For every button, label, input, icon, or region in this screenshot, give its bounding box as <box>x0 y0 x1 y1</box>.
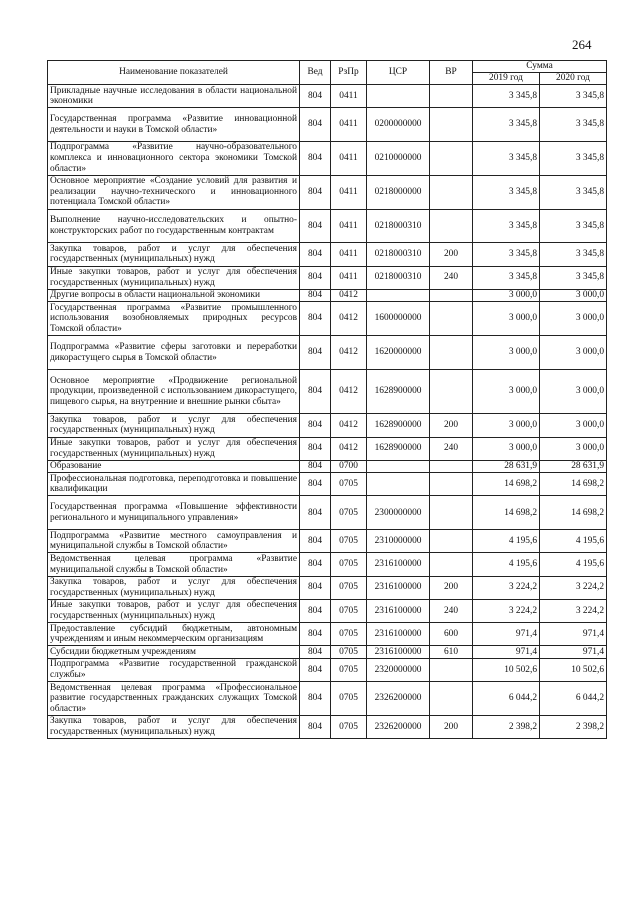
row-name: Государственная программа «Развитие промышленного использования возобновляемых природных ресурсов Томской области» <box>48 302 300 336</box>
row-rzpr: 0412 <box>331 289 367 302</box>
row-sum-2019: 3 000,0 <box>473 289 540 302</box>
table-row <box>48 460 607 473</box>
row-name: Основное мероприятие «Создание условий для развития и реализации научно-технического и инновационного потенциала Томской области» <box>48 175 300 209</box>
row-rzpr: 0412 <box>331 437 367 460</box>
row-sum-2020: 3 345,8 <box>540 243 607 266</box>
row-rzpr: 0705 <box>331 576 367 599</box>
row-rzpr: 0411 <box>331 141 367 175</box>
row-sum-2019: 14 698,2 <box>473 473 540 496</box>
row-name: Субсидии бюджетным учреждениям <box>48 646 300 659</box>
row-vr: 240 <box>430 437 473 460</box>
row-csr: 0210000000 <box>367 141 430 175</box>
row-ved: 804 <box>300 175 331 209</box>
row-name: Закупка товаров, работ и услуг для обеспечения государственных (муниципальных) нужд <box>48 414 300 437</box>
budget-table <box>47 60 607 739</box>
row-sum-2020: 4 195,6 <box>540 530 607 553</box>
row-ved: 804 <box>300 623 331 646</box>
row-name: Подпрограмма «Развитие сферы заготовки и переработки дикорастущего сырья в Томской области» <box>48 336 300 370</box>
row-vr <box>430 141 473 175</box>
table-row <box>48 209 607 243</box>
row-sum-2020: 28 631,9 <box>540 460 607 473</box>
row-sum-2019: 14 698,2 <box>473 496 540 530</box>
row-vr <box>430 460 473 473</box>
row-vr <box>430 553 473 576</box>
table-body <box>48 85 607 739</box>
table-row <box>48 658 607 681</box>
row-vr: 610 <box>430 646 473 659</box>
row-ved: 804 <box>300 209 331 243</box>
table-row <box>48 108 607 142</box>
table-row <box>48 266 607 289</box>
row-ved: 804 <box>300 460 331 473</box>
row-sum-2020: 3 000,0 <box>540 369 607 413</box>
row-sum-2019: 3 000,0 <box>473 414 540 437</box>
row-rzpr: 0705 <box>331 553 367 576</box>
row-name: Ведомственная целевая программа «Развитие муниципальной службы в Томской области» <box>48 553 300 576</box>
row-sum-2020: 3 345,8 <box>540 108 607 142</box>
row-name: Закупка товаров, работ и услуг для обеспечения государственных (муниципальных) нужд <box>48 715 300 738</box>
row-sum-2020: 3 000,0 <box>540 437 607 460</box>
row-ved: 804 <box>300 473 331 496</box>
row-sum-2019: 3 345,8 <box>473 108 540 142</box>
row-sum-2019: 4 195,6 <box>473 553 540 576</box>
row-csr: 2316100000 <box>367 623 430 646</box>
table-row <box>48 369 607 413</box>
row-name: Закупка товаров, работ и услуг для обеспечения государственных (муниципальных) нужд <box>48 576 300 599</box>
row-csr: 2320000000 <box>367 658 430 681</box>
row-name: Прикладные научные исследования в области национальной экономики <box>48 85 300 108</box>
row-csr <box>367 460 430 473</box>
row-ved: 804 <box>300 715 331 738</box>
row-sum-2019: 6 044,2 <box>473 682 540 716</box>
row-name: Иные закупки товаров, работ и услуг для обеспечения государственных (муниципальных) нужд <box>48 437 300 460</box>
table-row <box>48 336 607 370</box>
header-sum: Сумма <box>473 61 607 73</box>
table-row <box>48 623 607 646</box>
row-rzpr: 0411 <box>331 108 367 142</box>
row-sum-2020: 14 698,2 <box>540 473 607 496</box>
row-csr: 1628900000 <box>367 414 430 437</box>
row-ved: 804 <box>300 289 331 302</box>
row-csr: 2326200000 <box>367 682 430 716</box>
table-row <box>48 414 607 437</box>
row-ved: 804 <box>300 369 331 413</box>
row-sum-2020: 3 345,8 <box>540 209 607 243</box>
row-rzpr: 0705 <box>331 646 367 659</box>
row-name: Закупка товаров, работ и услуг для обеспечения государственных (муниципальных) нужд <box>48 243 300 266</box>
row-vr <box>430 302 473 336</box>
header-year-2020: 2020 год <box>540 73 607 85</box>
row-name: Ведомственная целевая программа «Профессиональное развитие государственных гражданских служащих Томской области» <box>48 682 300 716</box>
row-vr <box>430 108 473 142</box>
row-ved: 804 <box>300 658 331 681</box>
row-csr: 2316100000 <box>367 576 430 599</box>
row-vr: 200 <box>430 576 473 599</box>
row-vr <box>430 473 473 496</box>
row-rzpr: 0705 <box>331 530 367 553</box>
row-vr <box>430 175 473 209</box>
row-csr <box>367 289 430 302</box>
row-sum-2020: 10 502,6 <box>540 658 607 681</box>
row-ved: 804 <box>300 437 331 460</box>
row-sum-2019: 3 345,8 <box>473 141 540 175</box>
row-rzpr: 0412 <box>331 414 367 437</box>
header-year-2019: 2019 год <box>473 73 540 85</box>
row-sum-2019: 3 000,0 <box>473 369 540 413</box>
row-csr: 0218000310 <box>367 266 430 289</box>
table-row <box>48 289 607 302</box>
row-sum-2019: 4 195,6 <box>473 530 540 553</box>
header-csr: ЦСР <box>367 61 430 85</box>
row-vr <box>430 289 473 302</box>
table-header <box>48 61 607 85</box>
row-ved: 804 <box>300 302 331 336</box>
header-vr: ВР <box>430 61 473 85</box>
row-rzpr: 0705 <box>331 599 367 622</box>
row-ved: 804 <box>300 243 331 266</box>
header-name: Наименование показателей <box>48 61 300 85</box>
row-vr: 600 <box>430 623 473 646</box>
table-row <box>48 175 607 209</box>
row-csr <box>367 473 430 496</box>
table-row <box>48 85 607 108</box>
row-csr: 0218000310 <box>367 243 430 266</box>
row-sum-2019: 971,4 <box>473 646 540 659</box>
row-sum-2020: 14 698,2 <box>540 496 607 530</box>
row-name: Другие вопросы в области национальной экономики <box>48 289 300 302</box>
table-row <box>48 715 607 738</box>
row-ved: 804 <box>300 108 331 142</box>
row-sum-2020: 3 345,8 <box>540 141 607 175</box>
row-sum-2020: 3 224,2 <box>540 599 607 622</box>
row-ved: 804 <box>300 414 331 437</box>
row-rzpr: 0705 <box>331 658 367 681</box>
row-vr <box>430 658 473 681</box>
row-rzpr: 0705 <box>331 473 367 496</box>
row-vr <box>430 369 473 413</box>
row-csr: 1600000000 <box>367 302 430 336</box>
row-ved: 804 <box>300 141 331 175</box>
row-rzpr: 0411 <box>331 175 367 209</box>
row-rzpr: 0705 <box>331 682 367 716</box>
row-name: Образование <box>48 460 300 473</box>
row-name: Иные закупки товаров, работ и услуг для обеспечения государственных (муниципальных) нужд <box>48 266 300 289</box>
row-ved: 804 <box>300 576 331 599</box>
row-sum-2020: 971,4 <box>540 623 607 646</box>
table-row <box>48 473 607 496</box>
row-csr: 2300000000 <box>367 496 430 530</box>
row-name: Выполнение научно-исследовательских и опытно-конструкторских работ по государственным контрактам <box>48 209 300 243</box>
row-csr: 2316100000 <box>367 646 430 659</box>
table-row <box>48 553 607 576</box>
row-sum-2020: 4 195,6 <box>540 553 607 576</box>
row-vr <box>430 85 473 108</box>
row-name: Подпрограмма «Развитие научно-образовательного комплекса и инновационного сектора экономики Томской области» <box>48 141 300 175</box>
header-rzpr: РзПр <box>331 61 367 85</box>
row-ved: 804 <box>300 530 331 553</box>
row-sum-2020: 3 000,0 <box>540 302 607 336</box>
row-ved: 804 <box>300 646 331 659</box>
row-csr: 0200000000 <box>367 108 430 142</box>
row-sum-2019: 3 345,8 <box>473 175 540 209</box>
row-csr: 0218000310 <box>367 209 430 243</box>
row-ved: 804 <box>300 682 331 716</box>
row-csr: 1628900000 <box>367 369 430 413</box>
row-sum-2019: 3 000,0 <box>473 437 540 460</box>
page-number: 264 <box>572 37 592 52</box>
row-sum-2020: 3 345,8 <box>540 85 607 108</box>
row-rzpr: 0412 <box>331 369 367 413</box>
row-csr: 1628900000 <box>367 437 430 460</box>
row-ved: 804 <box>300 266 331 289</box>
row-name: Подпрограмма «Развитие местного самоуправления и муниципальной службы в Томской области» <box>48 530 300 553</box>
table-row <box>48 530 607 553</box>
row-vr <box>430 682 473 716</box>
row-vr: 240 <box>430 599 473 622</box>
row-sum-2020: 2 398,2 <box>540 715 607 738</box>
table-row <box>48 243 607 266</box>
row-rzpr: 0412 <box>331 302 367 336</box>
row-sum-2019: 2 398,2 <box>473 715 540 738</box>
row-ved: 804 <box>300 85 331 108</box>
row-csr: 0218000000 <box>367 175 430 209</box>
row-vr <box>430 336 473 370</box>
row-csr: 1620000000 <box>367 336 430 370</box>
row-sum-2019: 28 631,9 <box>473 460 540 473</box>
row-rzpr: 0705 <box>331 496 367 530</box>
row-name: Предоставление субсидий бюджетным, автономным учреждениям и иным некоммерческим организациям <box>48 623 300 646</box>
row-sum-2020: 971,4 <box>540 646 607 659</box>
row-rzpr: 0411 <box>331 243 367 266</box>
row-sum-2019: 3 345,8 <box>473 266 540 289</box>
row-vr <box>430 209 473 243</box>
table-row <box>48 576 607 599</box>
row-sum-2019: 10 502,6 <box>473 658 540 681</box>
row-rzpr: 0705 <box>331 715 367 738</box>
row-rzpr: 0412 <box>331 336 367 370</box>
row-sum-2020: 3 000,0 <box>540 414 607 437</box>
row-name: Профессиональная подготовка, переподготовка и повышение квалификации <box>48 473 300 496</box>
row-name: Иные закупки товаров, работ и услуг для обеспечения государственных (муниципальных) нужд <box>48 599 300 622</box>
row-sum-2019: 3 224,2 <box>473 576 540 599</box>
row-csr: 2326200000 <box>367 715 430 738</box>
row-name: Подпрограмма «Развитие государственной гражданской службы» <box>48 658 300 681</box>
row-ved: 804 <box>300 599 331 622</box>
table-row <box>48 141 607 175</box>
row-vr <box>430 530 473 553</box>
row-ved: 804 <box>300 496 331 530</box>
row-rzpr: 0411 <box>331 85 367 108</box>
table-row <box>48 437 607 460</box>
row-name: Основное мероприятие «Продвижение региональной продукции, произведенной с использованием дикорастущего, пищевого сырья, на внутренние и внешние рынки сбыта» <box>48 369 300 413</box>
row-csr <box>367 85 430 108</box>
row-vr: 200 <box>430 243 473 266</box>
table-row <box>48 682 607 716</box>
row-sum-2020: 3 345,8 <box>540 266 607 289</box>
row-rzpr: 0700 <box>331 460 367 473</box>
table-row <box>48 302 607 336</box>
row-rzpr: 0411 <box>331 209 367 243</box>
row-sum-2019: 3 345,8 <box>473 209 540 243</box>
row-name: Государственная программа «Развитие инновационной деятельности и науки в Томской области» <box>48 108 300 142</box>
header-ved: Вед <box>300 61 331 85</box>
row-name: Государственная программа «Повышение эффективности регионального и муниципального управления» <box>48 496 300 530</box>
row-sum-2020: 3 345,8 <box>540 175 607 209</box>
row-sum-2020: 3 000,0 <box>540 336 607 370</box>
row-csr: 2310000000 <box>367 530 430 553</box>
row-sum-2019: 3 000,0 <box>473 336 540 370</box>
row-sum-2019: 971,4 <box>473 623 540 646</box>
row-rzpr: 0705 <box>331 623 367 646</box>
row-sum-2020: 3 224,2 <box>540 576 607 599</box>
row-sum-2019: 3 224,2 <box>473 599 540 622</box>
row-vr <box>430 496 473 530</box>
row-ved: 804 <box>300 336 331 370</box>
row-sum-2019: 3 345,8 <box>473 243 540 266</box>
row-vr: 240 <box>430 266 473 289</box>
row-vr: 200 <box>430 715 473 738</box>
table-row <box>48 496 607 530</box>
row-vr: 200 <box>430 414 473 437</box>
row-sum-2020: 3 000,0 <box>540 289 607 302</box>
row-rzpr: 0411 <box>331 266 367 289</box>
row-sum-2019: 3 345,8 <box>473 85 540 108</box>
table-row <box>48 599 607 622</box>
row-sum-2020: 6 044,2 <box>540 682 607 716</box>
row-sum-2019: 3 000,0 <box>473 302 540 336</box>
row-csr: 2316100000 <box>367 599 430 622</box>
row-csr: 2316100000 <box>367 553 430 576</box>
table-row <box>48 646 607 659</box>
row-ved: 804 <box>300 553 331 576</box>
